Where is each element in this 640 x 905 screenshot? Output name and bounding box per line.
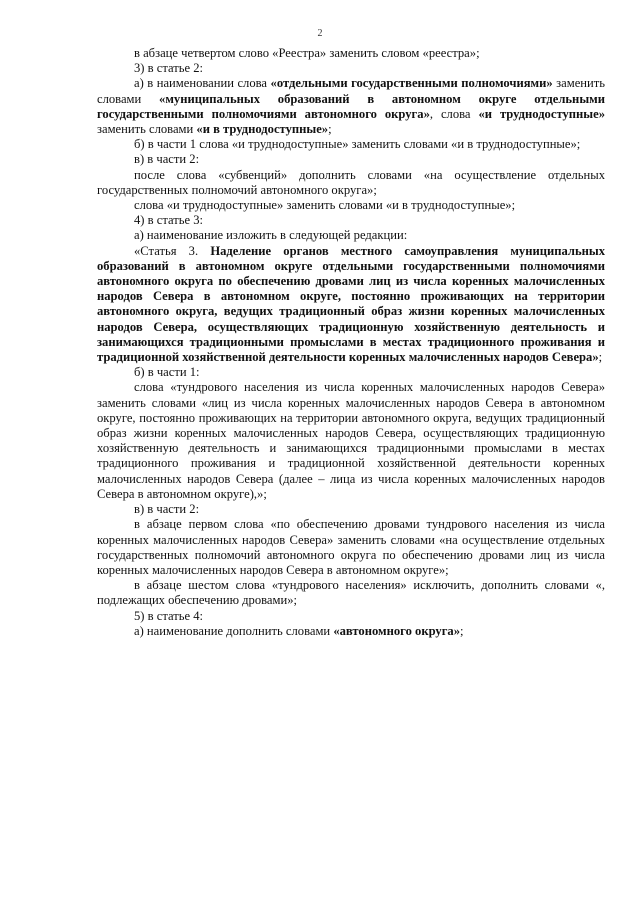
bold-text-run: Наделение органов местного самоуправления муниципальных образований в автономном округе отдельными государственными полномочиями автономного округа по обеспечению дровами лиц из числа коренных малочисленных народов Севера в автономном округе, постоянно проживающих на территории автономного округа, ведущих традиционный образ жизни коренных малочисленных народов Севера, осуществляющих традиционную хозяйственную деятельность и занимающихся традиционными промыслами в местах традиционного проживания и традиционной хозяйственной деятельности коренных малочисленных народов Севера» — [97, 243, 605, 365]
paragraph — [97, 46, 605, 61]
paragraph — [97, 624, 605, 639]
paragraph — [97, 578, 605, 608]
paragraph — [97, 517, 605, 578]
text-run: «Статья 3. — [134, 243, 211, 258]
paragraph — [97, 61, 605, 76]
paragraph — [97, 244, 605, 366]
text-run: заменить словами — [97, 76, 606, 106]
document-body — [97, 46, 605, 639]
text-run: б) в части 1: — [134, 365, 200, 380]
bold-text-run: «и труднодоступные» — [478, 106, 605, 121]
text-run: после слова «субвенций» дополнить словами «на осуществление отдельных государственных полномочий автономного округа»; — [97, 167, 605, 197]
paragraph — [97, 213, 605, 228]
paragraph — [97, 380, 605, 502]
bold-text-run: «муниципальных образований в автономном округе отдельными государственными полномочиями автономного округа» — [97, 91, 605, 121]
text-run: в) в части 2: — [134, 152, 200, 167]
bold-text-run: «отдельными государственными полномочиями» — [270, 76, 553, 91]
paragraph — [97, 168, 605, 198]
text-run: в) в части 2: — [134, 502, 200, 517]
paragraph — [97, 76, 605, 137]
text-run: в абзаце шестом слова «тундрового населения» исключить, дополнить словами «, подлежащих обеспечению дровами»; — [97, 578, 605, 608]
text-run: , слова — [429, 106, 479, 121]
text-run: а) в наименовании слова — [134, 76, 271, 91]
text-run: заменить словами — [97, 122, 197, 137]
text-run: 4) в статье 3: — [134, 213, 204, 228]
paragraph — [97, 365, 605, 380]
text-run: ; — [328, 122, 332, 137]
page-number: 2 — [317, 28, 323, 39]
bold-text-run: «и в труднодоступные» — [196, 122, 329, 137]
paragraph — [97, 228, 605, 243]
text-run: а) наименование изложить в следующей редакции: — [134, 228, 408, 243]
text-run: 5) в статье 4: — [134, 608, 204, 623]
text-run: 3) в статье 2: — [134, 61, 204, 76]
text-run: б) в части 1 слова «и труднодоступные» заменить словами «и в труднодоступные»; — [134, 137, 581, 152]
paragraph — [97, 609, 605, 624]
text-run: ; — [460, 623, 464, 638]
text-run: а) наименование дополнить словами — [134, 623, 334, 638]
text-run: слова «и труднодоступные» заменить словами «и в труднодоступные»; — [134, 198, 516, 213]
text-run: в абзаце первом слова «по обеспечению дровами тундрового населения из числа коренных малочисленных народов Севера» заменить словами «на осуществление отдельных государственных полномочий автономного округа по обеспечению дровами лиц из числа коренных малочисленных народов Севера в автономном округе»; — [97, 517, 605, 577]
text-run: в абзаце четвертом слово «Реестра» заменить словом «реестра»; — [134, 46, 480, 60]
text-run: ; — [598, 350, 603, 365]
paragraph — [97, 198, 605, 213]
paragraph — [97, 502, 605, 517]
paragraph — [97, 152, 605, 167]
paragraph — [97, 137, 605, 152]
text-run: слова «тундрового населения из числа коренных малочисленных народов Севера» заменить словами «лиц из числа коренных малочисленных народов Севера в автономном округе, постоянно проживающих на территории автономного округа, ведущих традиционный образ жизни коренных малочисленных народов Севера, осуществляющих традиционную хозяйственную деятельность и занимающихся традиционными промыслами в местах традиционного проживания и традиционной хозяйственной деятельности коренных малочисленных народов Севера (далее – лица из числа коренных малочисленных народов Севера в автономном округе),»; — [97, 380, 605, 501]
bold-text-run: «автономного округа» — [333, 623, 461, 638]
